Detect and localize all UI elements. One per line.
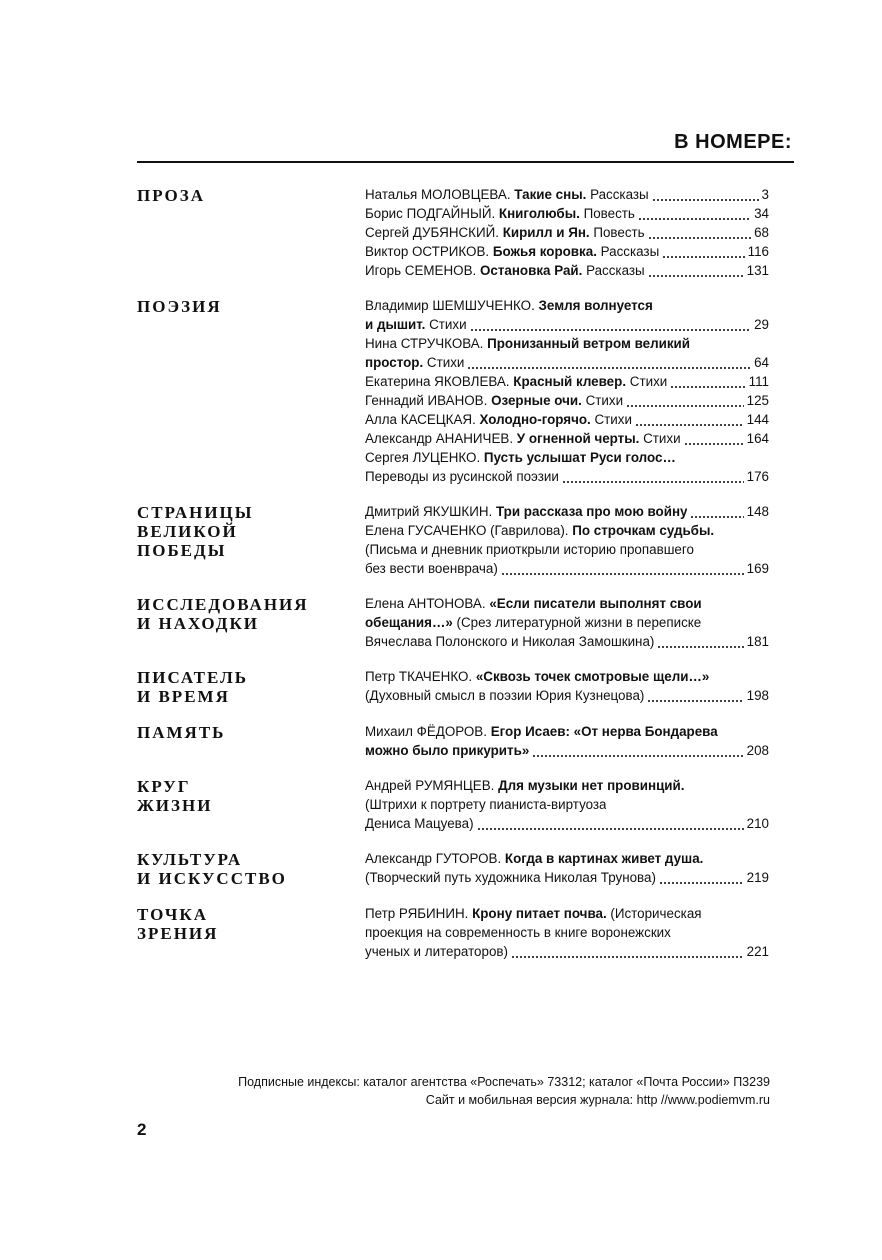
entry-note: (Духовный смысл в поэзии Юрия Кузнецова) (365, 688, 645, 703)
entry-line (365, 814, 769, 833)
entry-line (365, 296, 769, 315)
entry-page-number: 176 (746, 469, 769, 484)
entry-author: Александр АНАНИЧЕВ. (365, 431, 514, 446)
section-title-line: ПАМЯТЬ (137, 723, 226, 742)
section-title (137, 776, 365, 833)
entry-title: У огненной черты. (516, 431, 640, 446)
toc-section (137, 296, 769, 486)
section-entries (365, 502, 769, 578)
entry-author: Геннадий ИВАНОВ. (365, 393, 488, 408)
section-entries (365, 849, 769, 888)
section-entries (365, 722, 769, 760)
entry-line (365, 849, 769, 868)
entry-line (365, 334, 769, 353)
entry-page-number: 29 (754, 317, 769, 332)
entry-title: простор. (365, 355, 424, 370)
section-title-line: И ВРЕМЯ (137, 687, 230, 706)
entry-author: Владимир ШЕМШУЧЕНКО. (365, 298, 535, 313)
entry-line (365, 776, 769, 795)
entry-text (365, 686, 644, 705)
entry-line (365, 722, 769, 741)
entry-title: Остановка Рай. (479, 263, 583, 278)
entry-title: Такие сны. (514, 187, 587, 202)
section-entries (365, 667, 769, 706)
entry-note: Повесть (583, 206, 635, 221)
entry-author: Петр РЯБИНИН. (365, 906, 469, 921)
section-title-line: ИССЛЕДОВАНИЯ (137, 595, 309, 614)
entry-note: Рассказы (586, 263, 645, 278)
dot-leader (657, 632, 743, 651)
dot-leader (467, 353, 751, 372)
section-title-line: ПИСАТЕЛЬ (137, 668, 249, 687)
entry-title: и дышит. (365, 317, 426, 332)
entry-line (365, 667, 769, 686)
entry-text (365, 502, 687, 521)
toc-entry (365, 223, 769, 242)
entry-page-number: 221 (746, 944, 769, 959)
entry-line (365, 185, 769, 204)
entry-page-number: 208 (746, 743, 769, 758)
toc-entry (365, 722, 769, 760)
entry-author: Елена АНТОНОВА. (365, 596, 486, 611)
section-title (137, 594, 365, 651)
page-number: 2 (137, 1120, 147, 1139)
section-title-line: ТОЧКА (137, 905, 208, 924)
entry-author: Нина СТРУЧКОВА. (365, 336, 484, 351)
entry-line (365, 448, 769, 467)
entry-text (365, 942, 508, 961)
toc-entry (365, 776, 769, 833)
toc-entry (365, 242, 769, 261)
dot-leader (511, 942, 744, 961)
entry-title: «Если писатели выполнят свои (489, 596, 702, 611)
dot-leader (635, 410, 744, 429)
entry-note: (Историческая (610, 906, 702, 921)
entry-line (365, 429, 769, 448)
entry-text (365, 223, 645, 242)
entry-page-number: 34 (754, 206, 769, 221)
entry-page-number: 3 (761, 187, 769, 202)
entry-text (365, 353, 464, 372)
section-entries (365, 776, 769, 833)
section-title-line: ЖИЗНИ (137, 796, 213, 815)
entry-text (365, 849, 703, 868)
entry-text (365, 868, 656, 887)
section-title (137, 849, 365, 888)
dot-leader (532, 741, 743, 760)
entry-title: Пусть услышат Руси голос… (483, 450, 676, 465)
entry-note: без вести военврача) (365, 561, 498, 576)
toc-section (137, 849, 769, 888)
entry-line (365, 559, 769, 578)
toc-entry (365, 185, 769, 204)
entry-text (365, 521, 714, 540)
toc-section (137, 776, 769, 833)
entry-line (365, 942, 769, 961)
entry-text (365, 814, 474, 833)
section-title-line: КУЛЬТУРА (137, 850, 243, 869)
entry-note: Стихи (429, 317, 467, 332)
entry-line (365, 315, 769, 334)
toc-section (137, 904, 769, 961)
entry-author: Борис ПОДГАЙНЫЙ. (365, 206, 496, 221)
entry-text (365, 795, 606, 814)
dot-leader (638, 204, 751, 223)
website-info: Сайт и мобильная версия журнала: http //www.podiemvm.ru (425, 1093, 770, 1107)
entry-note: (Срез литературной жизни в переписке (456, 615, 702, 630)
section-title (137, 185, 365, 280)
entry-title: Для музыки нет провинций. (498, 778, 685, 793)
entry-note: Стихи (594, 412, 632, 427)
entry-title: По строчкам судьбы. (572, 523, 715, 538)
entry-text (365, 632, 654, 651)
dot-leader (670, 372, 745, 391)
entry-author: Игорь СЕМЕНОВ. (365, 263, 477, 278)
entry-note: Стихи (629, 374, 668, 389)
entry-title: Озерные очи. (491, 393, 582, 408)
section-title (137, 502, 365, 578)
toc-section (137, 722, 769, 760)
entry-title: можно было прикурить» (365, 743, 530, 758)
section-title (137, 667, 365, 706)
entry-text (365, 391, 623, 410)
entry-title: Когда в картинах живет душа. (504, 851, 704, 866)
toc-entry (365, 904, 769, 961)
entry-author: Наталья МОЛОВЦЕВА. (365, 187, 511, 202)
entry-text (365, 741, 529, 760)
section-entries (365, 296, 769, 486)
entry-text (365, 296, 653, 315)
entry-line (365, 223, 769, 242)
entry-text (365, 667, 709, 686)
dot-leader (684, 429, 744, 448)
toc-entry (365, 334, 769, 372)
entry-line (365, 521, 769, 540)
entry-note: (Штрихи к портрету пианиста-виртуоза (365, 797, 607, 812)
entry-line (365, 540, 769, 559)
section-entries (365, 594, 769, 651)
toc-entry (365, 448, 769, 486)
entry-line (365, 391, 769, 410)
entry-page-number: 198 (746, 688, 769, 703)
section-title-line: ПРОЗА (137, 186, 205, 205)
entry-text (365, 334, 690, 353)
entry-note: (Письма и дневник приоткрыли историю пропавшего (365, 542, 694, 557)
entry-page-number: 169 (746, 561, 769, 576)
entry-title: Красный клевер. (513, 374, 627, 389)
entry-line (365, 353, 769, 372)
toc-entry (365, 521, 769, 578)
dot-leader (647, 686, 743, 705)
entry-line (365, 242, 769, 261)
header-divider (137, 161, 794, 163)
entry-page-number: 125 (746, 393, 769, 408)
section-title-line: И ИСКУССТВО (137, 869, 287, 888)
toc-section (137, 594, 769, 651)
toc-entry (365, 391, 769, 410)
section-title-line: СТРАНИЦЫ (137, 503, 254, 522)
section-title-line: И НАХОДКИ (137, 614, 260, 633)
toc-entry (365, 849, 769, 887)
entry-author: Петр ТКАЧЕНКО. (365, 669, 473, 684)
toc-entry (365, 502, 769, 521)
entry-page-number: 181 (746, 634, 769, 649)
dot-leader (659, 868, 744, 887)
entry-note: ученых и литераторов) (365, 944, 508, 959)
entry-line (365, 502, 769, 521)
dot-leader (477, 814, 744, 833)
toc-section (137, 185, 769, 280)
entry-line (365, 923, 769, 942)
section-title-line: ПОЭЗИЯ (137, 297, 222, 316)
entry-note: (Творческий путь художника Николая Трунова) (365, 870, 656, 885)
toc-section (137, 502, 769, 578)
dot-leader (562, 467, 744, 486)
entry-author: Сергея ЛУЦЕНКО. (365, 450, 481, 465)
entry-page-number: 64 (754, 355, 769, 370)
dot-leader (652, 185, 759, 204)
entry-title: Земля волнуется (538, 298, 653, 313)
entry-author: Андрей РУМЯНЦЕВ. (365, 778, 495, 793)
entry-page-number: 148 (746, 504, 769, 519)
entry-text (365, 722, 718, 741)
entry-page-number: 164 (746, 431, 769, 446)
entry-text (365, 448, 676, 467)
entry-text (365, 923, 671, 942)
entry-note: Стихи (643, 431, 681, 446)
entry-page-number: 131 (746, 263, 769, 278)
entry-page-number: 144 (746, 412, 769, 427)
entry-title: Холодно-горячо. (479, 412, 591, 427)
entry-author: Виктор ОСТРИКОВ. (365, 244, 490, 259)
entry-note: Вячеслава Полонского и Николая Замошкина) (365, 634, 655, 649)
toc-entry (365, 410, 769, 429)
entry-note: Стихи (426, 355, 465, 370)
entry-author: Екатерина ЯКОВЛЕВА. (365, 374, 510, 389)
toc-entry (365, 296, 769, 334)
toc-section (137, 667, 769, 706)
entry-line (365, 613, 769, 632)
entry-page-number: 210 (746, 816, 769, 831)
dot-leader (648, 261, 744, 280)
entry-line (365, 632, 769, 651)
entry-line (365, 372, 769, 391)
entry-line (365, 467, 769, 486)
dot-leader (690, 502, 743, 521)
entry-text (365, 410, 632, 429)
section-title (137, 722, 365, 760)
entry-page-number: 68 (754, 225, 769, 240)
entry-title: Крону питает почва. (472, 906, 607, 921)
entry-author: Елена ГУСАЧЕНКО (Гаврилова). (365, 523, 569, 538)
section-title-line: КРУГ (137, 777, 191, 796)
section-title (137, 904, 365, 961)
dot-leader (648, 223, 751, 242)
entry-line (365, 795, 769, 814)
section-entries (365, 904, 769, 961)
entry-note: Рассказы (590, 187, 649, 202)
section-title (137, 296, 365, 486)
entry-line (365, 868, 769, 887)
entry-line (365, 686, 769, 705)
entry-text (365, 185, 649, 204)
entry-page-number: 116 (747, 244, 769, 259)
section-title-line: ПОБЕДЫ (137, 541, 227, 560)
entry-text (365, 613, 701, 632)
entry-title: Три рассказа про мою войну (495, 504, 688, 519)
dot-leader (626, 391, 744, 410)
dot-leader (501, 559, 744, 578)
entry-line (365, 904, 769, 923)
entry-text (365, 429, 681, 448)
entry-author: Александр ГУТОРОВ. (365, 851, 502, 866)
entry-line (365, 261, 769, 280)
issue-contents-heading: В НОМЕРЕ: (674, 131, 792, 153)
subscription-indexes: Подписные индексы: каталог агентства «Роспечать» 73312; каталог «Почта России» П3239 (238, 1075, 770, 1089)
entry-text (365, 372, 667, 391)
entry-author: Алла КАСЕЦКАЯ. (365, 412, 476, 427)
table-of-contents (137, 185, 769, 977)
entry-text (365, 559, 498, 578)
entry-text (365, 776, 685, 795)
entry-note: Стихи (585, 393, 624, 408)
toc-entry (365, 429, 769, 448)
entry-page-number: 111 (748, 374, 769, 389)
section-title-line: ВЕЛИКОЙ (137, 522, 238, 541)
entry-text (365, 261, 645, 280)
entry-title: обещания…» (365, 615, 453, 630)
entry-text (365, 204, 635, 223)
section-entries (365, 185, 769, 280)
entry-author: Дмитрий ЯКУШКИН. (365, 504, 493, 519)
entry-title: Егор Исаев: «От нерва Бондарева (490, 724, 718, 739)
entry-text (365, 540, 694, 559)
dot-leader (470, 315, 752, 334)
entry-title: Книголюбы. (498, 206, 580, 221)
section-title-line: ЗРЕНИЯ (137, 924, 219, 943)
entry-title: Божья коровка. (492, 244, 597, 259)
footer (238, 1073, 770, 1109)
entry-note: Рассказы (600, 244, 660, 259)
entry-note: Переводы из русинской поэзии (365, 469, 559, 484)
entry-line (365, 741, 769, 760)
entry-title: Кирилл и Ян. (502, 225, 590, 240)
entry-text (365, 594, 702, 613)
entry-title: Пронизанный ветром великий (487, 336, 691, 351)
entry-text (365, 242, 659, 261)
toc-entry (365, 372, 769, 391)
entry-text (365, 904, 702, 923)
entry-text (365, 467, 559, 486)
toc-entry (365, 204, 769, 223)
toc-entry (365, 261, 769, 280)
entry-line (365, 204, 769, 223)
entry-page-number: 219 (746, 870, 769, 885)
dot-leader (662, 242, 744, 261)
entry-line (365, 410, 769, 429)
entry-note: Повесть (593, 225, 645, 240)
entry-note: проекция на современность в книге воронежских (365, 925, 671, 940)
toc-entry (365, 667, 769, 705)
entry-note: Дениса Мацуева) (365, 816, 474, 831)
entry-author: Михаил ФЁДОРОВ. (365, 724, 487, 739)
toc-entry (365, 594, 769, 651)
entry-author: Сергей ДУБЯНСКИЙ. (365, 225, 499, 240)
entry-title: «Сквозь точек смотровые щели…» (475, 669, 710, 684)
entry-line (365, 594, 769, 613)
entry-text (365, 315, 467, 334)
